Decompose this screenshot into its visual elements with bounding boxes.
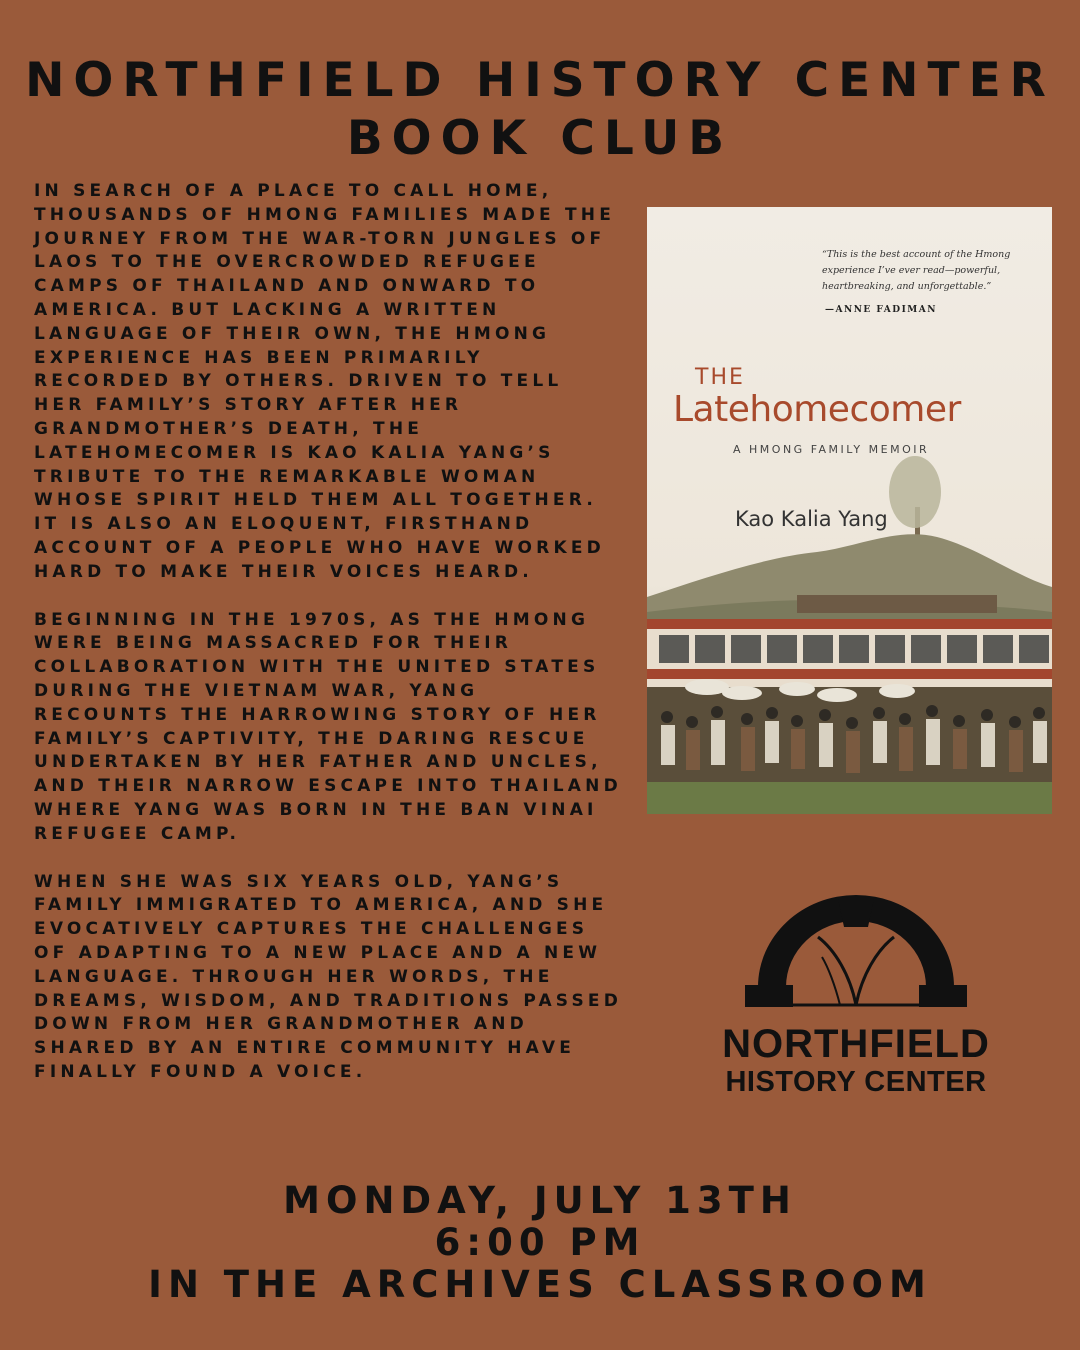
page-title: [0, 52, 1080, 168]
cover-title: Latehomecomer: [673, 389, 961, 430]
event-date: MONDAY, JULY 13TH: [283, 1179, 797, 1222]
event-time: 6:00 PM: [434, 1221, 646, 1264]
logo-text-history-center: HISTORY CENTER: [725, 1066, 987, 1098]
event-location: IN THE ARCHIVES CLASSROOM: [148, 1263, 932, 1306]
cover-subtitle: A HMONG FAMILY MEMOIR: [733, 443, 930, 456]
description-paragraph-1: IN SEARCH OF A PLACE TO CALL HOME, THOUSANDS OF HMONG FAMILIES MADE THE JOURNEY FROM THE WAR-TORN JUNGLES OF LAOS TO THE OVERCROWDED REFUGEE CAMPS OF THAILAND AND ONWARD TO AMERICA. BUT LACKING A WRITTEN LANGUAGE OF THEIR OWN, THE HMONG EXPERIENCE HAS BEEN PRIMARILY RECORDED BY OTHERS. DRIVEN TO TELL HER FAMILY’S STORY AFTER HER GRANDMOTHER’S DEATH, THE LATEHOMECOMER IS KAO KALIA YANG’S TRIBUTE TO THE REMARKABLE WOMAN WHOSE SPIRIT HELD THEM ALL TOGETHER. IT IS ALSO AN ELOQUENT, FIRSTHAND ACCOUNT OF A PEOPLE WHO HAVE WORKED HARD TO MAKE THEIR VOICES HEARD.: [34, 181, 616, 582]
book-description: [34, 180, 624, 1109]
arch-logo-icon: [700, 895, 1012, 1015]
description-paragraph-3: WHEN SHE WAS SIX YEARS OLD, YANG’S FAMILY IMMIGRATED TO AMERICA, AND SHE EVOCATIVELY CAPTURES THE CHALLENGES OF ADAPTING TO A NEW PLACE AND A NEW LANGUAGE. THROUGH HER WORDS, THE DREAMS, WISDOM, AND TRADITIONS PASSED DOWN FROM HER GRANDMOTHER AND SHARED BY AN ENTIRE COMMUNITY HAVE FINALLY FOUND A VOICE.: [34, 871, 623, 1082]
cover-quote: “This is the best account of the Hmong experience I’ve ever read—powerful, heartbreaking, and unforgettable.”: [822, 249, 1011, 292]
description-paragraph-2: BEGINNING IN THE 1970S, AS THE HMONG WERE BEING MASSACRED FOR THEIR COLLABORATION WITH THE UNITED STATES DURING THE VIETNAM WAR, YANG RECOUNTS THE HARROWING STORY OF HER FAMILY’S CAPTIVITY, THE DARING RESCUE UNDERTAKEN BY HER FATHER AND UNCLES, AND THEIR NARROW ESCAPE INTO THAILAND WHERE YANG WAS BORN IN THE BAN VINAI REFUGEE CAMP.: [34, 609, 622, 844]
event-details: [0, 1180, 1080, 1306]
cover-author: Kao Kalia Yang: [735, 507, 888, 531]
book-cover-image: [647, 207, 1052, 814]
title-line-1: NORTHFIELD HISTORY CENTER: [25, 53, 1055, 108]
logo-text-northfield: NORTHFIELD: [722, 1022, 990, 1066]
cover-title-prefix: THE: [695, 365, 745, 390]
title-line-2: BOOK CLUB: [346, 111, 734, 166]
cover-quote-author: —ANNE FADIMAN: [825, 305, 937, 315]
